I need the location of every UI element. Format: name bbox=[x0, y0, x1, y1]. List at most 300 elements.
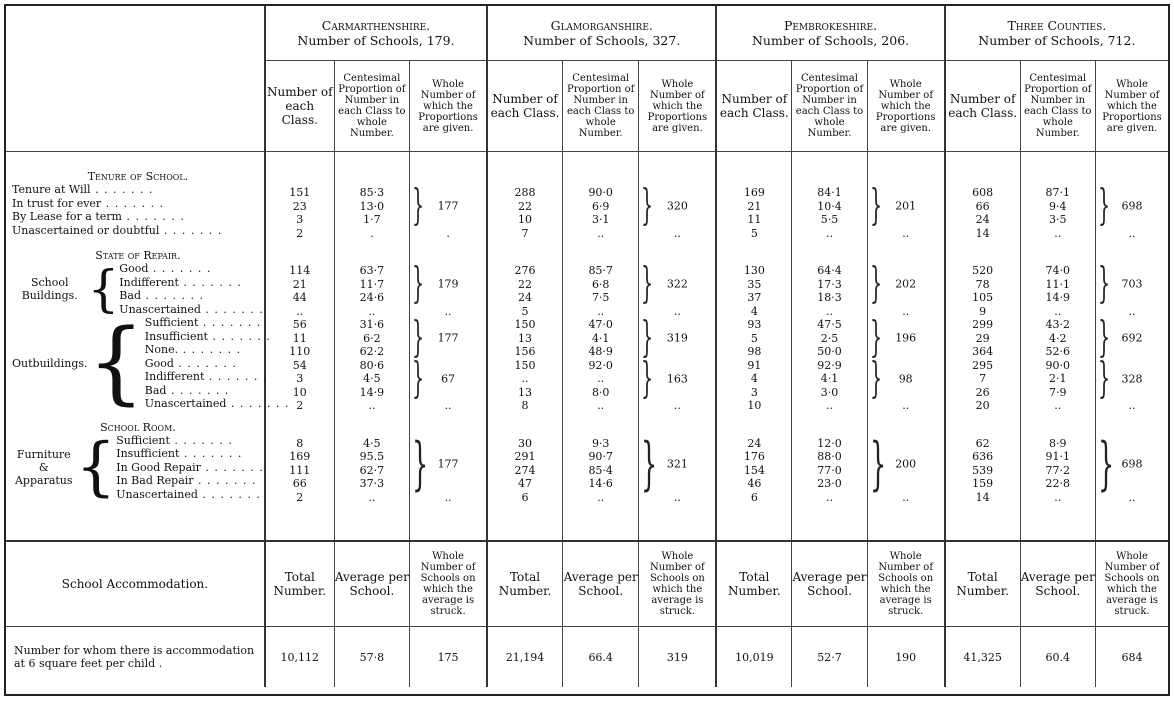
table-cell: 14·9 bbox=[359, 385, 385, 399]
table-cell: 14·9 bbox=[1045, 291, 1071, 304]
table-cell: 62·7 bbox=[359, 463, 385, 477]
whole-value: 190 bbox=[867, 627, 944, 688]
table-cell: 4·1 bbox=[591, 331, 610, 345]
table-cell: 4·5 bbox=[363, 372, 381, 385]
table-cell: 11·1 bbox=[1045, 277, 1071, 291]
table-cell: 6·2 bbox=[363, 331, 381, 345]
table-cell: .. bbox=[902, 490, 910, 504]
row-label: Good . . . bbox=[119, 262, 264, 276]
table-cell: 22 bbox=[518, 199, 533, 213]
table-cell: 21 bbox=[292, 277, 307, 291]
row-label: In Bad Repair . . . bbox=[116, 474, 264, 488]
carm-whole-column bbox=[410, 152, 487, 542]
bracketed-total bbox=[410, 259, 486, 308]
average-head: Average per School. bbox=[334, 541, 409, 627]
table-cell: 66 bbox=[292, 477, 307, 490]
furniture-label: Furniture & Apparatus bbox=[14, 447, 73, 487]
table-cell: 150 bbox=[514, 318, 536, 331]
table-cell: 90·7 bbox=[588, 450, 613, 463]
bracketed-total bbox=[868, 353, 944, 403]
table-cell: 52·6 bbox=[1045, 345, 1071, 358]
row-labels-column bbox=[6, 152, 265, 542]
total-number-head: Total Number. bbox=[265, 541, 334, 627]
table-cell: 13·0 bbox=[359, 199, 385, 213]
table-cell: .. bbox=[1128, 226, 1136, 240]
school-statistics-table bbox=[6, 6, 1168, 687]
spacer bbox=[335, 152, 409, 186]
table-cell: 85·3 bbox=[359, 186, 385, 199]
right-brace-icon: } bbox=[1098, 313, 1111, 362]
table-cell: 77·2 bbox=[1045, 463, 1071, 477]
whole-number-value: 703 bbox=[1121, 277, 1143, 291]
average-value: 57·8 bbox=[334, 627, 409, 688]
whole-number-value: 67 bbox=[441, 372, 456, 386]
table-cell: 3·1 bbox=[591, 213, 610, 226]
colhead-centesimal: Centesimal Proportion of Number in each Class to whole Number. bbox=[792, 61, 867, 152]
colhead-whole: Whole Number of which the Proportions are given. bbox=[1096, 61, 1169, 152]
table-cell: .. bbox=[1128, 490, 1136, 504]
table-cell: .. bbox=[597, 372, 605, 385]
table-cell: 4·2 bbox=[1049, 331, 1067, 345]
county-header-three bbox=[945, 6, 1168, 61]
glam-whole-column bbox=[639, 152, 716, 542]
table-cell: 3 bbox=[296, 372, 304, 385]
table-cell: 2 bbox=[296, 226, 304, 240]
furniture-rows bbox=[116, 434, 264, 502]
county-schools: Number of Schools, 206. bbox=[751, 33, 910, 48]
outbuildings-rows bbox=[145, 316, 290, 411]
whole-number-value: 692 bbox=[1121, 331, 1143, 345]
table-cell: 92·9 bbox=[817, 358, 842, 372]
whole-value: 319 bbox=[639, 627, 716, 688]
table-cell: 5 bbox=[521, 304, 529, 318]
right-brace-icon: } bbox=[641, 430, 658, 497]
table-cell: .. bbox=[826, 304, 833, 318]
table-cell: 23 bbox=[292, 199, 307, 213]
table-cell: 47·0 bbox=[588, 318, 613, 331]
table-cell: 636 bbox=[972, 450, 994, 463]
spacer bbox=[563, 240, 638, 264]
right-brace-icon: } bbox=[1098, 181, 1111, 230]
table-cell: 46 bbox=[747, 477, 762, 490]
table-cell: .. bbox=[1054, 399, 1062, 412]
table-cell: 9·4 bbox=[1049, 199, 1067, 213]
table-cell: 2 bbox=[296, 399, 304, 412]
table-cell: 14 bbox=[975, 226, 990, 240]
colhead-centesimal: Centesimal Proportion of Number in each Class to whole Number. bbox=[562, 61, 638, 152]
table-cell: 110 bbox=[289, 345, 311, 358]
table-cell: 29 bbox=[975, 331, 990, 345]
average-value: 52·7 bbox=[792, 627, 867, 688]
accommodation-row-label: Number for whom there is accommodation at 6 square feet per child . bbox=[14, 644, 255, 670]
spacer bbox=[488, 152, 562, 186]
furniture-group bbox=[12, 430, 264, 505]
table-cell: .. bbox=[597, 490, 605, 504]
left-brace-icon: { bbox=[87, 260, 120, 318]
table-cell: 22 bbox=[518, 277, 533, 291]
bracketed-total bbox=[1096, 313, 1168, 362]
county-header-carm bbox=[265, 6, 487, 61]
table-cell: .. bbox=[296, 304, 304, 318]
spacer bbox=[266, 413, 334, 437]
right-brace-icon: } bbox=[412, 430, 429, 497]
table-cell: 159 bbox=[972, 477, 994, 490]
right-brace-icon: } bbox=[641, 313, 654, 362]
table-cell: 54 bbox=[292, 358, 307, 372]
table-cell: .. bbox=[1128, 399, 1136, 412]
table-cell: 10 bbox=[292, 385, 307, 399]
table-cell: 6 bbox=[750, 490, 758, 504]
total-value: 10,019 bbox=[716, 627, 791, 688]
table-cell: .. bbox=[1054, 226, 1062, 240]
table-cell: 9·3 bbox=[591, 436, 610, 450]
table-cell: 23·0 bbox=[817, 477, 842, 490]
table-cell: 30 bbox=[518, 436, 533, 450]
table-cell: 6·8 bbox=[591, 277, 610, 291]
bracketed-total bbox=[868, 181, 944, 230]
spacer bbox=[792, 152, 866, 186]
table-cell: .. bbox=[902, 226, 910, 240]
table-cell: 85·7 bbox=[588, 264, 613, 277]
section-title-tenure: Tenure of School. bbox=[87, 170, 189, 183]
table-cell: 6 bbox=[521, 490, 529, 504]
table-cell: 176 bbox=[743, 450, 765, 463]
total-value: 41,325 bbox=[945, 627, 1020, 688]
table-cell: 26 bbox=[975, 385, 990, 399]
average-head: Average per School. bbox=[1020, 541, 1095, 627]
average-value: 66.4 bbox=[562, 627, 638, 688]
bracketed-total bbox=[639, 259, 715, 308]
left-brace-icon: { bbox=[87, 310, 145, 416]
county-name: Pembrokeshire. bbox=[783, 18, 878, 33]
average-head: Average per School. bbox=[792, 541, 867, 627]
spacer bbox=[488, 240, 562, 264]
table-cell: 31·6 bbox=[359, 318, 385, 331]
table-cell: 24·6 bbox=[359, 291, 385, 304]
row-label: Unascertained or doubtful . . . bbox=[12, 224, 264, 238]
row-label: Unascertained . . . bbox=[119, 303, 264, 317]
table-cell: 62·2 bbox=[359, 345, 385, 358]
right-brace-icon: } bbox=[869, 430, 886, 497]
table-cell: 4·1 bbox=[820, 372, 839, 385]
row-label: Sufficient . . . bbox=[116, 434, 264, 448]
table-cell: 90·0 bbox=[588, 186, 613, 199]
table-cell: 8 bbox=[296, 436, 304, 450]
row-label: Unascertained . . . bbox=[116, 488, 264, 502]
table-cell: 169 bbox=[289, 450, 311, 463]
bracketed-total bbox=[410, 430, 486, 497]
table-cell: .. bbox=[444, 399, 452, 412]
spacer bbox=[1021, 152, 1095, 186]
table-cell: 5 bbox=[750, 331, 758, 345]
table-cell: 156 bbox=[514, 345, 536, 358]
spacer bbox=[335, 413, 409, 437]
whole-number-value: 196 bbox=[895, 331, 917, 345]
table-cell: 3 bbox=[750, 385, 758, 399]
whole-number-value: 98 bbox=[898, 372, 913, 386]
table-cell: 130 bbox=[743, 264, 765, 277]
table-cell: 276 bbox=[514, 264, 536, 277]
table-cell: 91·1 bbox=[1045, 450, 1071, 463]
table-cell: .. bbox=[826, 490, 833, 504]
bracketed-total bbox=[639, 430, 715, 497]
whole-schools-head: Whole Number of Schools on which the average is struck. bbox=[1096, 541, 1169, 627]
spacer bbox=[266, 152, 334, 186]
table-cell: 62 bbox=[975, 436, 990, 450]
right-brace-icon: } bbox=[412, 259, 425, 308]
row-label: Good . . . bbox=[145, 357, 290, 371]
carm-pct-column bbox=[334, 152, 409, 542]
section-title-repair: State of Repair. bbox=[95, 249, 181, 262]
table-cell: 14·6 bbox=[588, 477, 613, 490]
bracketed-total bbox=[639, 313, 715, 362]
table-cell: 17·3 bbox=[817, 277, 842, 291]
whole-number-value: 177 bbox=[437, 199, 459, 213]
table-cell: 539 bbox=[972, 463, 994, 477]
table-cell: 93 bbox=[747, 318, 762, 331]
table-cell: .. bbox=[368, 304, 376, 318]
whole-number-value: 320 bbox=[666, 199, 688, 213]
whole-number-value: 163 bbox=[666, 372, 688, 386]
table-cell: 37·3 bbox=[359, 477, 385, 490]
table-cell: .. bbox=[1054, 490, 1062, 504]
county-header-glam bbox=[487, 6, 716, 61]
right-brace-icon: } bbox=[412, 353, 425, 403]
table-cell: .. bbox=[368, 490, 376, 504]
colhead-centesimal: Centesimal Proportion of Number in each Class to whole Number. bbox=[334, 61, 409, 152]
table-cell: 47·5 bbox=[817, 318, 842, 331]
right-brace-icon: } bbox=[1098, 353, 1111, 403]
total-value: 10,112 bbox=[265, 627, 334, 688]
row-label: In Good Repair . . . bbox=[116, 461, 264, 475]
bracketed-total bbox=[639, 353, 715, 403]
table-cell: 85·4 bbox=[588, 463, 613, 477]
table-cell: 12·0 bbox=[817, 436, 842, 450]
table-cell: 5·5 bbox=[820, 213, 839, 226]
table-cell: 24 bbox=[518, 291, 533, 304]
table-cell: 291 bbox=[514, 450, 536, 463]
table-cell: 3·5 bbox=[1049, 213, 1067, 226]
table-cell: 3 bbox=[296, 213, 304, 226]
table-cell: 63·7 bbox=[359, 264, 385, 277]
glam-number-column bbox=[487, 152, 562, 542]
table-cell: .. bbox=[902, 304, 910, 318]
table-cell: . bbox=[446, 226, 450, 240]
table-cell: 50·0 bbox=[817, 345, 842, 358]
right-brace-icon: } bbox=[641, 181, 654, 230]
spacer bbox=[792, 240, 866, 264]
row-label: Indifferent . . . bbox=[145, 370, 290, 384]
whole-number-value: 328 bbox=[1121, 372, 1143, 386]
table-cell: 9 bbox=[979, 304, 987, 318]
bracketed-total bbox=[639, 181, 715, 230]
row-label: Insufficient . . . bbox=[145, 330, 290, 344]
table-cell: 35 bbox=[747, 277, 762, 291]
tenure-labels bbox=[12, 183, 264, 237]
table-cell: 88·0 bbox=[817, 450, 842, 463]
table-cell: 87·1 bbox=[1045, 186, 1071, 199]
table-cell: 6·9 bbox=[591, 199, 610, 213]
table-cell: 608 bbox=[972, 186, 994, 199]
table-cell: 10 bbox=[518, 213, 533, 226]
table-cell: .. bbox=[521, 372, 529, 385]
table-cell: 64·4 bbox=[817, 264, 842, 277]
table-cell: 7 bbox=[521, 226, 529, 240]
row-label: Insufficient . . . bbox=[116, 447, 264, 461]
table-cell: 274 bbox=[514, 463, 536, 477]
buildings-group bbox=[12, 262, 264, 316]
three-number-column bbox=[945, 152, 1020, 542]
table-cell: .. bbox=[597, 399, 605, 412]
colhead-number: Number of each Class. bbox=[945, 61, 1020, 152]
total-value: 21,194 bbox=[487, 627, 562, 688]
accommodation-label: School Accommodation. bbox=[61, 577, 209, 591]
table-cell: 43·2 bbox=[1045, 318, 1071, 331]
whole-number-value: 322 bbox=[666, 277, 688, 291]
table-cell: 7·5 bbox=[591, 291, 610, 304]
whole-schools-head: Whole Number of Schools on which the average is struck. bbox=[410, 541, 487, 627]
table-cell: 95.5 bbox=[359, 450, 385, 463]
bracketed-total bbox=[868, 313, 944, 362]
bracketed-total bbox=[1096, 353, 1168, 403]
table-cell: 20 bbox=[975, 399, 990, 412]
table-cell: 114 bbox=[289, 264, 311, 277]
pemb-number-column bbox=[716, 152, 791, 542]
bracketed-total bbox=[410, 181, 486, 230]
right-brace-icon: } bbox=[412, 181, 425, 230]
table-cell: .. bbox=[1054, 304, 1062, 318]
outbuildings-group bbox=[12, 310, 264, 416]
table-cell: 56 bbox=[292, 318, 307, 331]
table-cell: 24 bbox=[975, 213, 990, 226]
table-cell: 154 bbox=[743, 463, 765, 477]
table-cell: .. bbox=[368, 399, 376, 412]
table-cell: 91 bbox=[747, 358, 762, 372]
county-header-pemb bbox=[716, 6, 944, 61]
row-label: In trust for ever . . . bbox=[12, 197, 264, 211]
county-name: Three Counties. bbox=[1007, 18, 1107, 33]
table-cell: 151 bbox=[289, 186, 311, 199]
whole-number-value: 179 bbox=[437, 277, 459, 291]
three-whole-column bbox=[1096, 152, 1169, 542]
row-label: Unascertained . . . bbox=[145, 397, 290, 411]
table-cell: . bbox=[370, 226, 374, 240]
table-cell: 520 bbox=[972, 264, 994, 277]
spacer bbox=[946, 152, 1020, 186]
row-label: Bad . . . bbox=[119, 289, 264, 303]
whole-number-value: 321 bbox=[666, 457, 688, 470]
county-name: Glamorganshire. bbox=[550, 18, 653, 33]
colhead-number: Number of each Class. bbox=[716, 61, 791, 152]
right-brace-icon: } bbox=[641, 353, 654, 403]
table-cell: 24 bbox=[747, 436, 762, 450]
table-cell: 8·9 bbox=[1049, 436, 1067, 450]
table-cell: 13 bbox=[518, 385, 533, 399]
spacer bbox=[946, 240, 1020, 264]
colhead-centesimal: Centesimal Proportion of Number in each Class to whole Number. bbox=[1020, 61, 1095, 152]
right-brace-icon: } bbox=[869, 353, 882, 403]
right-brace-icon: } bbox=[641, 259, 654, 308]
table-cell: 8·0 bbox=[591, 385, 610, 399]
table-cell: 5 bbox=[750, 226, 758, 240]
table-cell: 1·7 bbox=[363, 213, 381, 226]
whole-number-value: 177 bbox=[437, 457, 459, 470]
table-cell: 77·0 bbox=[817, 463, 842, 477]
spacer bbox=[488, 413, 562, 437]
table-cell: 2·5 bbox=[820, 331, 839, 345]
spacer bbox=[266, 240, 334, 264]
table-cell: 4·5 bbox=[363, 436, 381, 450]
table-cell: .. bbox=[902, 399, 910, 412]
buildings-label: School Buildings. bbox=[21, 276, 78, 302]
table-cell: 11·7 bbox=[359, 277, 385, 291]
whole-value: 684 bbox=[1096, 627, 1169, 688]
row-label: Sufficient . . . bbox=[145, 316, 290, 330]
table-cell: 80·6 bbox=[359, 358, 385, 372]
spacer bbox=[1021, 413, 1095, 437]
whole-number-value: 177 bbox=[437, 331, 459, 345]
bracketed-total bbox=[410, 353, 486, 403]
bracketed-total bbox=[868, 259, 944, 308]
whole-schools-head: Whole Number of Schools on which the average is struck. bbox=[867, 541, 944, 627]
table-cell: 7 bbox=[979, 372, 987, 385]
whole-schools-head: Whole Number of Schools on which the average is struck. bbox=[639, 541, 716, 627]
pemb-whole-column bbox=[867, 152, 944, 542]
statistics-table-page bbox=[4, 4, 1170, 696]
right-brace-icon: } bbox=[1098, 430, 1115, 497]
county-schools: Number of Schools, 179. bbox=[297, 33, 455, 48]
spacer bbox=[717, 413, 791, 437]
table-cell: 169 bbox=[743, 186, 765, 199]
table-cell: 18·3 bbox=[817, 291, 842, 304]
spacer bbox=[563, 413, 638, 437]
average-head: Average per School. bbox=[562, 541, 638, 627]
table-cell: 98 bbox=[747, 345, 762, 358]
table-cell: 10·4 bbox=[817, 199, 842, 213]
table-cell: 14 bbox=[975, 490, 990, 504]
whole-value: 175 bbox=[410, 627, 487, 688]
table-cell: 4 bbox=[750, 304, 758, 318]
table-cell: .. bbox=[673, 399, 681, 412]
row-label: None. . . . bbox=[145, 343, 290, 357]
table-cell: 2·1 bbox=[1049, 372, 1067, 385]
table-cell: .. bbox=[673, 490, 681, 504]
row-label: Indifferent . . . bbox=[119, 276, 264, 290]
table-cell: .. bbox=[597, 304, 605, 318]
table-cell: .. bbox=[444, 304, 452, 318]
outbuildings-label: Outbuildings. bbox=[12, 356, 88, 370]
whole-number-value: 319 bbox=[666, 331, 688, 345]
row-label: Bad . . . bbox=[145, 384, 290, 398]
spacer bbox=[335, 240, 409, 264]
table-cell: 7·9 bbox=[1049, 385, 1067, 399]
table-cell: 11 bbox=[292, 331, 307, 345]
total-number-head: Total Number. bbox=[487, 541, 562, 627]
table-cell: 295 bbox=[972, 358, 994, 372]
table-cell: 37 bbox=[747, 291, 762, 304]
total-number-head: Total Number. bbox=[716, 541, 791, 627]
table-cell: 364 bbox=[972, 345, 994, 358]
left-brace-icon: { bbox=[75, 430, 117, 505]
pemb-pct-column bbox=[792, 152, 867, 542]
whole-number-value: 698 bbox=[1121, 457, 1143, 470]
spacer bbox=[1021, 240, 1095, 264]
table-cell: .. bbox=[826, 399, 833, 412]
table-cell: 8 bbox=[521, 399, 529, 412]
row-label: By Lease for a term . . . bbox=[12, 210, 264, 224]
table-cell: 150 bbox=[514, 358, 536, 372]
county-name: Carmarthenshire. bbox=[321, 18, 431, 33]
